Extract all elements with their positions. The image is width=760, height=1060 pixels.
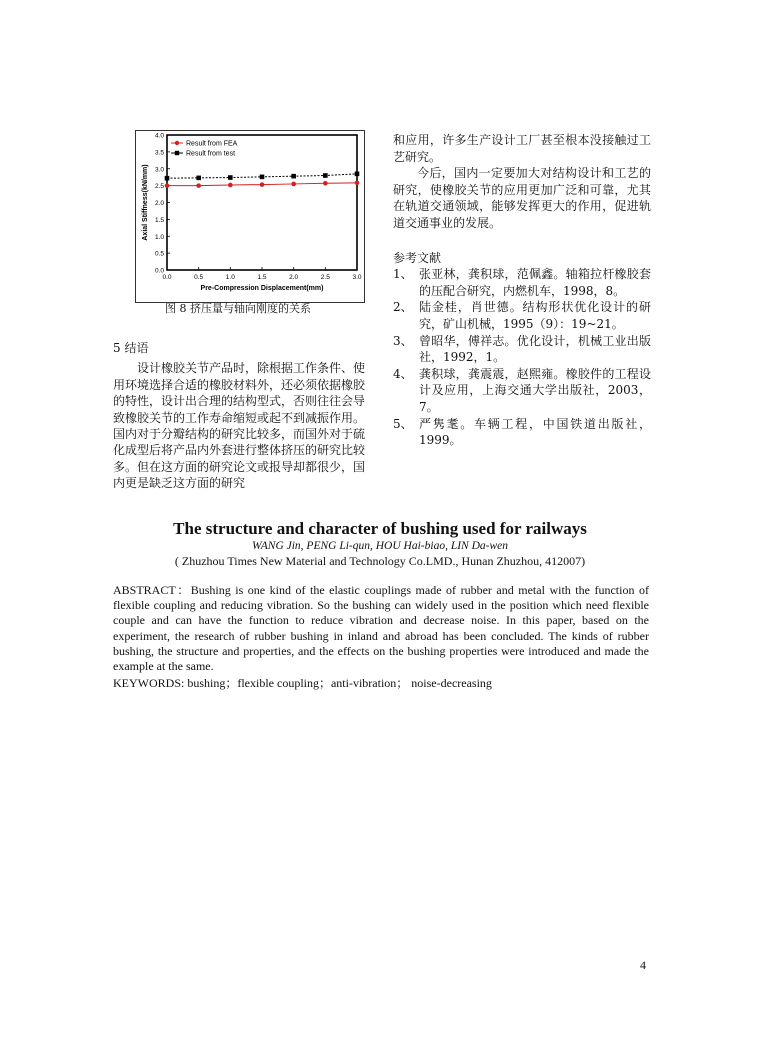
x-tick-label: 0.0: [162, 274, 172, 281]
data-point: [228, 175, 233, 180]
reference-text: 严隽耄。车辆工程，中国铁道出版社，1999。: [419, 416, 651, 448]
reference-item: [393, 299, 651, 332]
y-tick-label: 0.5: [154, 250, 164, 258]
y-tick-label: 4.0: [154, 132, 164, 140]
data-point: [355, 181, 360, 186]
reference-item: [393, 366, 651, 416]
data-point: [355, 172, 360, 177]
data-point: [291, 174, 296, 179]
reference-number: 3、: [393, 333, 413, 348]
english-abstract: ABSTRACT：Bushing is one kind of the elastic couplings made of rubber and metal with the function of flexible coupling and reducing vibration. So the bushing can widely used in the position which need flexible couple and can have the function to reduce vibration and decrease noise. In this paper, based on the experiment, the research of rubber bushing in inland and abroad has been concluded. The kinds of rubber bushing, the structure and properties, and the effects on the bushing properties were introduced and made the example at the same.: [113, 583, 649, 674]
page-number: 4: [640, 958, 646, 972]
reference-item: [393, 266, 651, 299]
data-point: [228, 183, 233, 188]
data-point: [323, 181, 328, 186]
x-axis-label: Pre-Compression Displacement(mm): [200, 285, 324, 292]
data-point: [291, 182, 296, 187]
y-tick-label: 2.0: [154, 200, 164, 207]
y-tick-label: 0.0: [154, 267, 164, 275]
data-point: [196, 176, 201, 181]
x-tick-label: 3.0: [352, 274, 362, 281]
x-tick-label: 0.5: [194, 274, 204, 281]
data-point: [165, 176, 170, 181]
y-tick-label: 1.0: [154, 233, 164, 241]
y-tick-label: 3.0: [154, 166, 164, 174]
right-column: [393, 132, 651, 449]
english-keywords: KEYWORDS: bushing；flexible coupling；anti-vibration； noise-decreasing: [113, 676, 492, 690]
figure-8: [135, 130, 365, 315]
english-affiliation: ( Zhuzhou Times New Material and Technology Co.LMD., Hunan Zhuzhou, 412007): [174, 554, 586, 568]
reference-item: [393, 333, 651, 366]
x-tick-label: 1.5: [257, 274, 267, 281]
outlook-paragraph: 今后，国内一定要加大对结构设计和工艺的研究，使橡胶关节的应用更加广泛和可靠，尤其在轨道交通领域，能够发挥更大的作用，促进轨道交通事业的发展。: [393, 166, 651, 230]
english-authors: WANG Jin, PENG Li-qun, HOU Hai-biao, LIN Da-wen: [251, 540, 508, 552]
figure-caption: 图 8 挤压量与轴向刚度的关系: [165, 302, 311, 315]
x-tick-label: 2.0: [289, 274, 299, 281]
references-title: 参考文献: [393, 250, 442, 265]
x-tick-label: 2.5: [320, 274, 330, 281]
x-tick-label: 1.0: [225, 274, 235, 281]
section-title: 5 结语: [113, 341, 149, 355]
reference-text: 陆金桂，肖世德。结构形状优化设计的研究，矿山机械，1995（9）：19~21。: [419, 300, 651, 331]
continuation-paragraph: 和应用，许多生产设计工厂甚至根本没接触过工艺研究。: [393, 133, 651, 164]
y-tick-label: 1.5: [154, 216, 164, 224]
reference-text: 张亚林，龚积球，范佩鑫。轴箱拉杆橡胶套的压配合研究，内燃机车，1998，8。: [419, 267, 651, 298]
y-tick-label: 2.5: [154, 183, 164, 191]
english-title: The structure and character of bushing used for railways: [173, 519, 587, 538]
legend-marker: [175, 151, 179, 155]
legend-marker: [175, 141, 179, 145]
reference-number: 1、: [393, 267, 413, 282]
references-list: [393, 266, 651, 449]
y-tick-label: 3.5: [154, 149, 164, 157]
reference-text: 曾昭华，傅祥志。优化设计，机械工业出版社，1992，1。: [419, 333, 651, 365]
y-axis-label: Axial Stiffness(kN/mm): [142, 164, 149, 241]
stiffness-chart: [135, 130, 365, 315]
legend-label: Result from FEA: [186, 140, 238, 148]
reference-text: 龚积球，龚震震，赵熙雍。橡胶件的工程设计及应用，上海交通大学出版社，2003，7。: [419, 366, 651, 414]
legend-label: Result from test: [186, 150, 236, 158]
data-point: [165, 183, 170, 188]
conclusion-paragraph: 设计橡胶关节产品时，除根据工作条件、使用环境选择合适的橡胶材料外，还必须依据橡胶的特性，设计出合理的结构型式，否则往往会导致橡胶关节的工作寿命缩短或起不到减振作用。国内对于分瓣结构的研究比较多，而国外对于硫化成型后将产品内外套进行整体挤压的研究比较多。但在这方面的研究论文或报导却都很少，国内更是缺乏这方面的研究: [113, 361, 366, 491]
data-point: [260, 182, 265, 187]
reference-number: 5、: [393, 416, 413, 431]
left-column: [113, 340, 365, 492]
reference-item: [393, 416, 651, 449]
reference-number: 4、: [393, 366, 413, 381]
data-point: [323, 173, 328, 178]
reference-number: 2、: [393, 300, 413, 315]
data-point: [260, 175, 265, 180]
data-point: [196, 183, 201, 188]
